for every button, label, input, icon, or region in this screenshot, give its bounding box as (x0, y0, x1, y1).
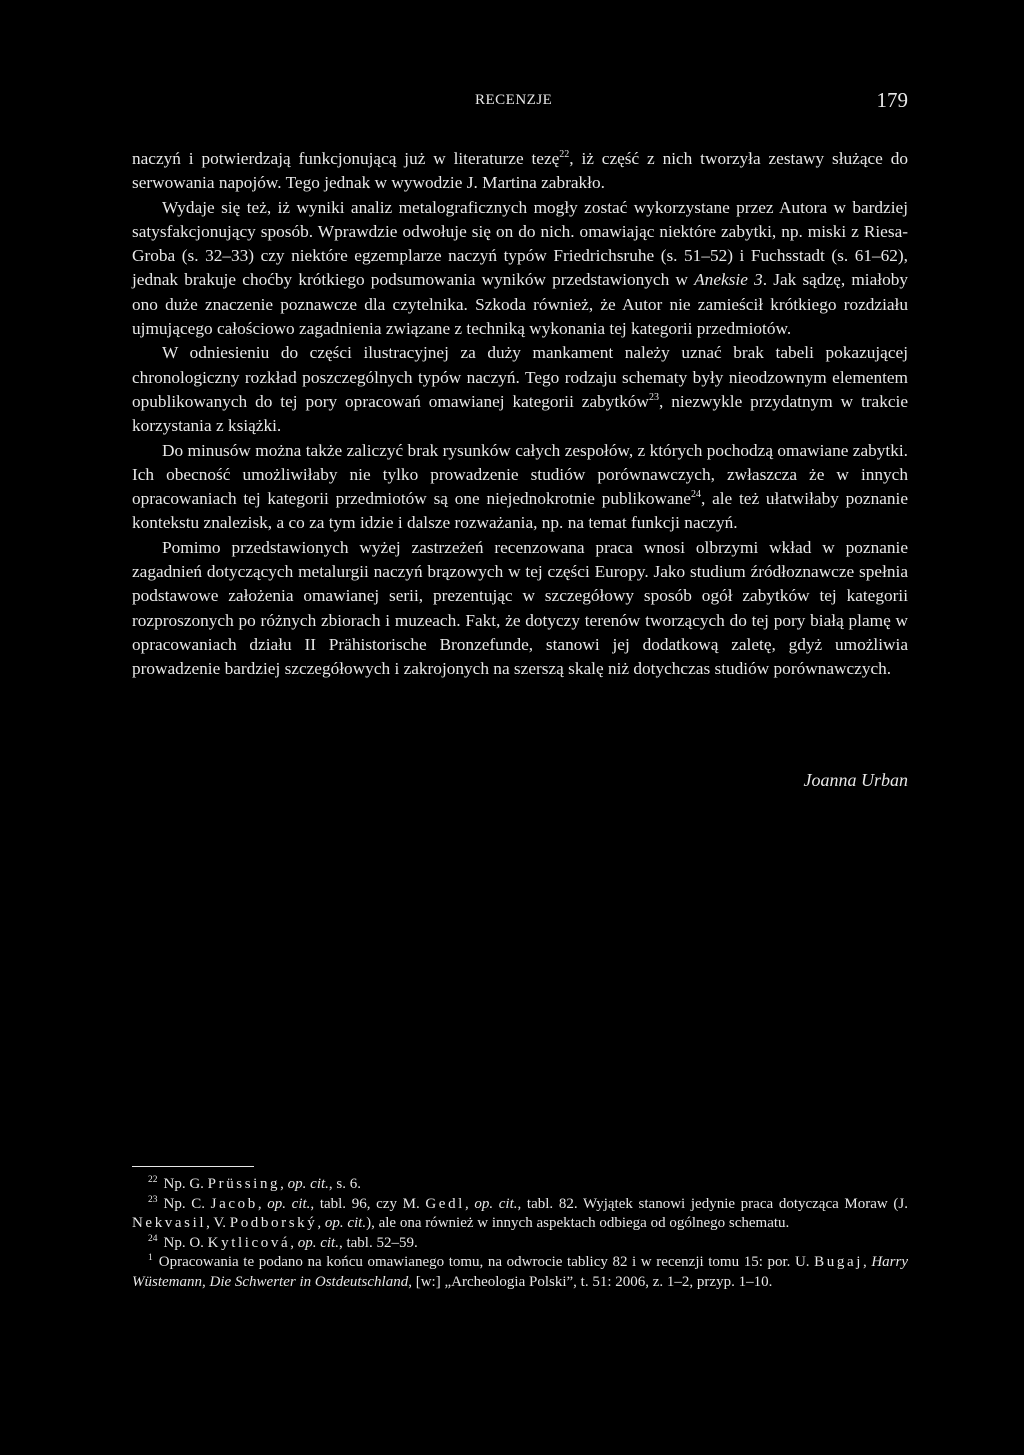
text-run: , V. (206, 1215, 230, 1231)
footnote-mark: 1 (148, 1253, 153, 1263)
running-head: RECENZJE (475, 92, 553, 108)
author-name: Nekvasil (132, 1215, 207, 1231)
footnote-divider (132, 1166, 254, 1167)
italic-ref: op. cit. (267, 1195, 311, 1212)
footnote-mark: 22 (148, 1175, 158, 1185)
author-name: Prüssing (207, 1176, 281, 1192)
text-run: Opracowania te podano na końcu omawianego tomu, na odwrocie tablicy 82 i w recenzji tomu 15: por. U. (158, 1254, 815, 1270)
italic-ref: Harry Wüstemann, Die Schwerter in Ostdeutschland (132, 1254, 908, 1290)
italic-title: Aneksie 3 (694, 270, 763, 290)
text-run: , iż część z nich tworzyła zestawy służące do serwowania napojów. Tego jednak w wywodzie J. Martina zabrakło. (132, 149, 908, 193)
author-name: Kytlicová (207, 1234, 291, 1251)
text-run: Wydaje się też, iż wyniki analiz metalograficznych mogły zostać wykorzystane przez Autora w bardziej satysfakcjonujący sposób. Wprawdzie odwołuje się on do nich. omawiając niektóre zabytki, np. miski z Riesa-Groba (s. 32–33) czy niektóre egzemplarze naczyń typów Friedrichsruhe (s. 51–52) i Fuchsstadt (s. 61–62), jednak brakuje choćby krótkiego podsumowania wyników przedstawionych w (132, 197, 908, 290)
author-name: Jacob (210, 1195, 258, 1212)
text-run: Np. O. (163, 1234, 208, 1251)
footnote-ref-24: 24 (690, 489, 701, 501)
footnotes (132, 1175, 908, 1292)
footnote-23 (132, 1195, 908, 1234)
text-run: naczyń i potwierdzają funkcjonującą już w literaturze tezę (132, 149, 560, 168)
text-run: , niezwykle przydatnym w trakcie korzystania z książki. (132, 391, 908, 436)
author-name: Gedl (425, 1195, 465, 1212)
footnote-ref-23: 23 (649, 392, 659, 404)
text-run: , (280, 1176, 288, 1192)
text-run: . Jak sądzę, miałoby ono duże znaczenie poznawcze dla czytelnika. Szkoda również, że Autor nie zamieścił krótkiego rozdziału ujmującego całościowo zagadnienia związane z techniką wykonania tej kategorii przedmiotów. (132, 270, 908, 339)
paragraph-2 (132, 196, 908, 342)
italic-ref: op. cit. (287, 1176, 329, 1192)
text-run: , (290, 1234, 298, 1251)
text-run: Np. G. (163, 1176, 208, 1192)
footnote-24 (132, 1234, 908, 1254)
page-header (132, 88, 908, 118)
footnote-1 (132, 1253, 908, 1292)
text-run: , (862, 1254, 872, 1270)
text-run: , (257, 1195, 268, 1212)
footnote-ref-22: 22 (559, 149, 570, 161)
text-run: , ale też ułatwiłaby poznanie kontekstu znalezisk, a co za tym idzie i dalsze rozważania, np. na temat funkcji naczyń. (132, 489, 908, 533)
text-run: Pomimo przedstawionych wyżej zastrzeżeń recenzowana praca wnosi olbrzymi wkład w poznanie zagadnień dotyczących metalurgii naczyń brązowych w tej części Europy. Jako studium źródłoznawcze spełnia podstawowe założenia omawianej serii, prezentując w szczegółowy sposób ogół zabytków tej kategorii rozproszonych po różnych zbiorach i muzeach. Fakt, że dotyczy terenów tworzących do tej pory białą plamę w opracowaniach działu II Prähistorische Bronzefunde, stanowi jej dodatkową zaletę, gdyż umożliwia prowadzenie bardziej szczegółowych i zakrojonych na szerszą skalę niż dotychczas studiów porównawczych. (132, 537, 908, 679)
body-text (132, 147, 908, 682)
text-run: , (464, 1195, 475, 1212)
text-run: , tabl. 52–59. (338, 1234, 418, 1251)
italic-ref: op. cit. (474, 1195, 518, 1212)
text-run: , [w:] „Archeologia Polski”, t. 51: 2006, z. 1–2, przyp. 1–10. (408, 1273, 773, 1290)
footnote-mark: 23 (148, 1194, 158, 1205)
paragraph-1 (132, 147, 908, 196)
author-name: Podborský (229, 1215, 318, 1231)
page-number: 179 (876, 88, 908, 112)
text-run: Np. C. (163, 1195, 211, 1212)
text-run: Do minusów można także zaliczyć brak rysunków całych zespołów, z których pochodzą omawiane zabytki. Ich obecność umożliwiłaby nie tylko prowadzenie studiów porównawczych, zwłaszcza że w innych opracowaniach tej kategorii przedmiotów są one niejednokrotnie publikowane (132, 440, 908, 509)
footnote-mark: 24 (148, 1233, 158, 1244)
text-run: , s. 6. (328, 1176, 361, 1192)
author-name: Bugaj (814, 1254, 863, 1270)
footnote-22 (132, 1175, 908, 1195)
italic-ref: op. cit. (297, 1234, 339, 1251)
paragraph-3 (132, 341, 908, 438)
text-run: , tabl. 82. Wyjątek stanowi jedynie praca dotycząca Moraw (J. (517, 1195, 908, 1212)
text-run: , (317, 1215, 325, 1231)
text-run: ), ale ona również w innych aspektach odbiega od ogólnego schematu. (366, 1215, 790, 1231)
paragraph-5 (132, 536, 908, 682)
author-signature: Joanna Urban (803, 770, 908, 790)
text-run: , tabl. 96, czy M. (310, 1195, 426, 1212)
italic-ref: op. cit. (324, 1215, 367, 1231)
text-run: W odniesieniu do części ilustracyjnej za duży mankament należy uznać brak tabeli pokazującej chronologiczny rozkład poszczególnych typów naczyń. Tego rodzaju schematy były nieodzownym elementem opublikowanych do tej pory opracowań omawianej kategorii zabytków (132, 343, 908, 411)
paragraph-4 (132, 439, 908, 536)
